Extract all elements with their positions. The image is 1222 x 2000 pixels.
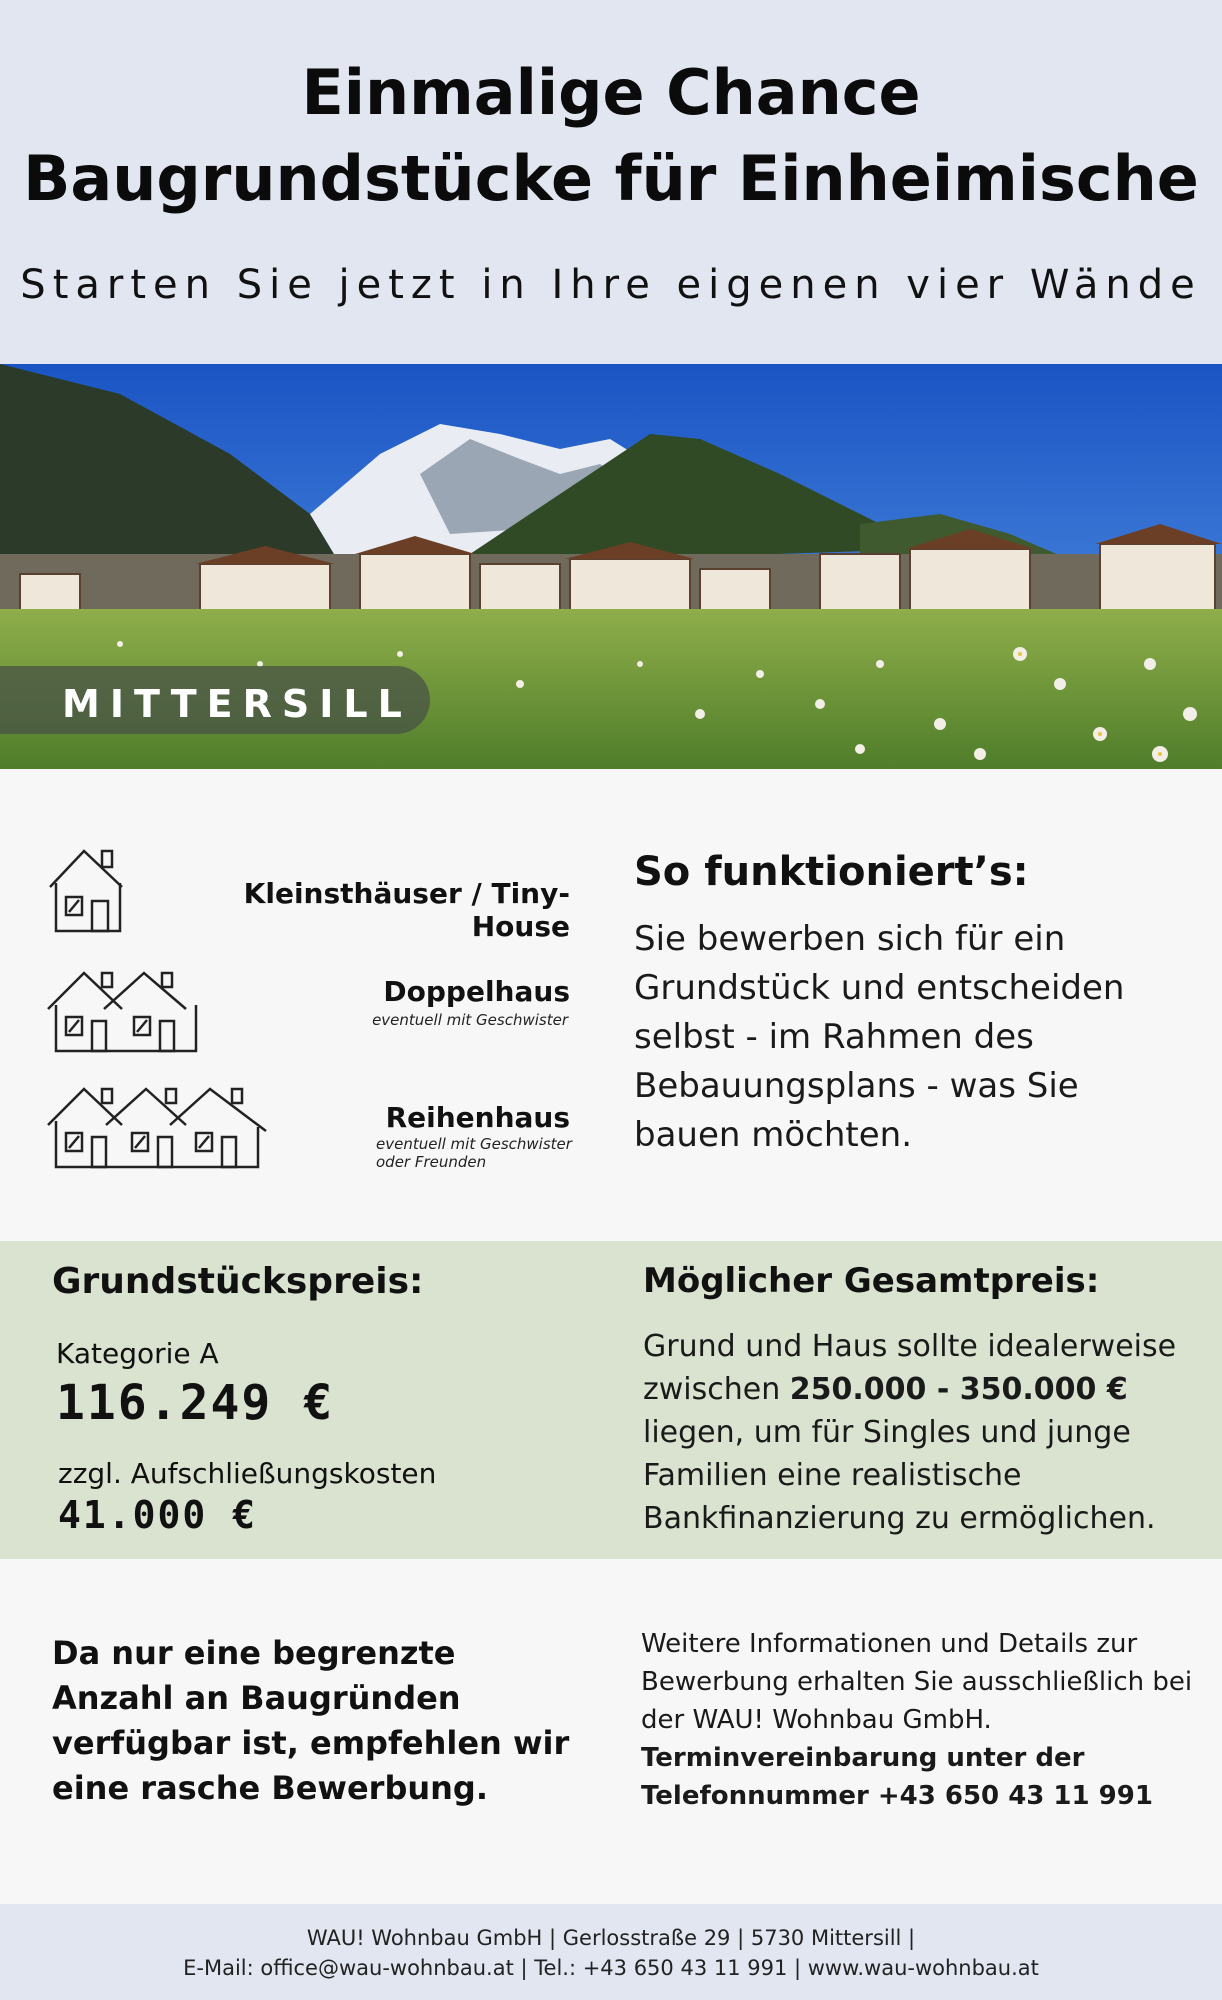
- location-label: MITTERSILL: [62, 682, 412, 726]
- price-section: [0, 1241, 1222, 1559]
- header-banner: [0, 0, 1222, 364]
- double-house-icon: [46, 967, 206, 1053]
- details-text: Weitere Informationen und Details zur Bewerbung erhalten Sie ausschließlich bei der WAU! Wohnbau GmbH.: [641, 1629, 1193, 1735]
- house-type-row-label: Reihenhaus: [385, 1101, 570, 1134]
- house-type-tiny-label: Kleinsthäuser / Tiny-House: [243, 877, 570, 943]
- land-price-value: 116.249 €: [56, 1375, 335, 1431]
- page-title-line2: Baugrundstücke für Einheimische: [23, 142, 1199, 215]
- land-price-extra-label: zzgl. Aufschließungskosten: [58, 1457, 437, 1490]
- appointment-text: Terminvereinbarung unter der Telefonnummer +43 650 43 11 991: [641, 1743, 1153, 1811]
- land-price-category: Kategorie A: [56, 1337, 219, 1370]
- total-price-text: [643, 1325, 1203, 1540]
- single-house-icon: [46, 845, 126, 935]
- house-types-section: [0, 769, 1222, 1241]
- landscape-photo: [0, 364, 1222, 769]
- info-section: [0, 1559, 1222, 1904]
- house-type-row-note-line1: eventuell mit Geschwister: [376, 1135, 572, 1153]
- land-price-heading: Grundstückspreis:: [52, 1261, 424, 1302]
- contact-details: [641, 1625, 1211, 1815]
- footer: [0, 1904, 1222, 2000]
- footer-contact: E-Mail: office@wau-wohnbau.at | Tel.: +43 650 43 11 991 | www.wau-wohnbau.at: [183, 1956, 1039, 1980]
- urgency-notice: Da nur eine begrenzte Anzahl an Baugründen verfügbar ist, empfehlen wir eine rasche Bewerbung.: [52, 1634, 570, 1807]
- house-type-double-label: Doppelhaus: [383, 975, 570, 1008]
- total-price-heading: Möglicher Gesamtpreis:: [643, 1261, 1100, 1301]
- location-badge: [0, 666, 430, 734]
- page-subtitle: Starten Sie jetzt in Ihre eigenen vier Wände: [20, 262, 1202, 308]
- total-price-text-after: liegen, um für Singles und junge Familien eine realistische Bankfinanzierung zu ermöglichen.: [643, 1415, 1156, 1536]
- page-title-line1: Einmalige Chance: [301, 56, 921, 129]
- land-price-extra-value: 41.000 €: [58, 1493, 258, 1537]
- how-it-works-title: So funktioniert’s:: [634, 849, 1029, 895]
- footer-address: WAU! Wohnbau GmbH | Gerlosstraße 29 | 5730 Mittersill |: [306, 1926, 916, 1950]
- total-price-text-before: Grund und Haus sollte idealerweise zwischen: [643, 1329, 1177, 1407]
- total-price-range: 250.000 - 350.000 €: [789, 1372, 1128, 1407]
- house-type-row-note-line2: oder Freunden: [376, 1153, 487, 1171]
- house-type-double-note: eventuell mit Geschwister: [372, 1011, 568, 1029]
- row-house-icon: [46, 1083, 271, 1169]
- how-it-works-text: Sie bewerben sich für ein Grundstück und entscheiden selbst - im Rahmen des Bebauungsplans - was Sie bauen möchten.: [634, 919, 1125, 1155]
- house-type-row-note: [376, 1135, 576, 1171]
